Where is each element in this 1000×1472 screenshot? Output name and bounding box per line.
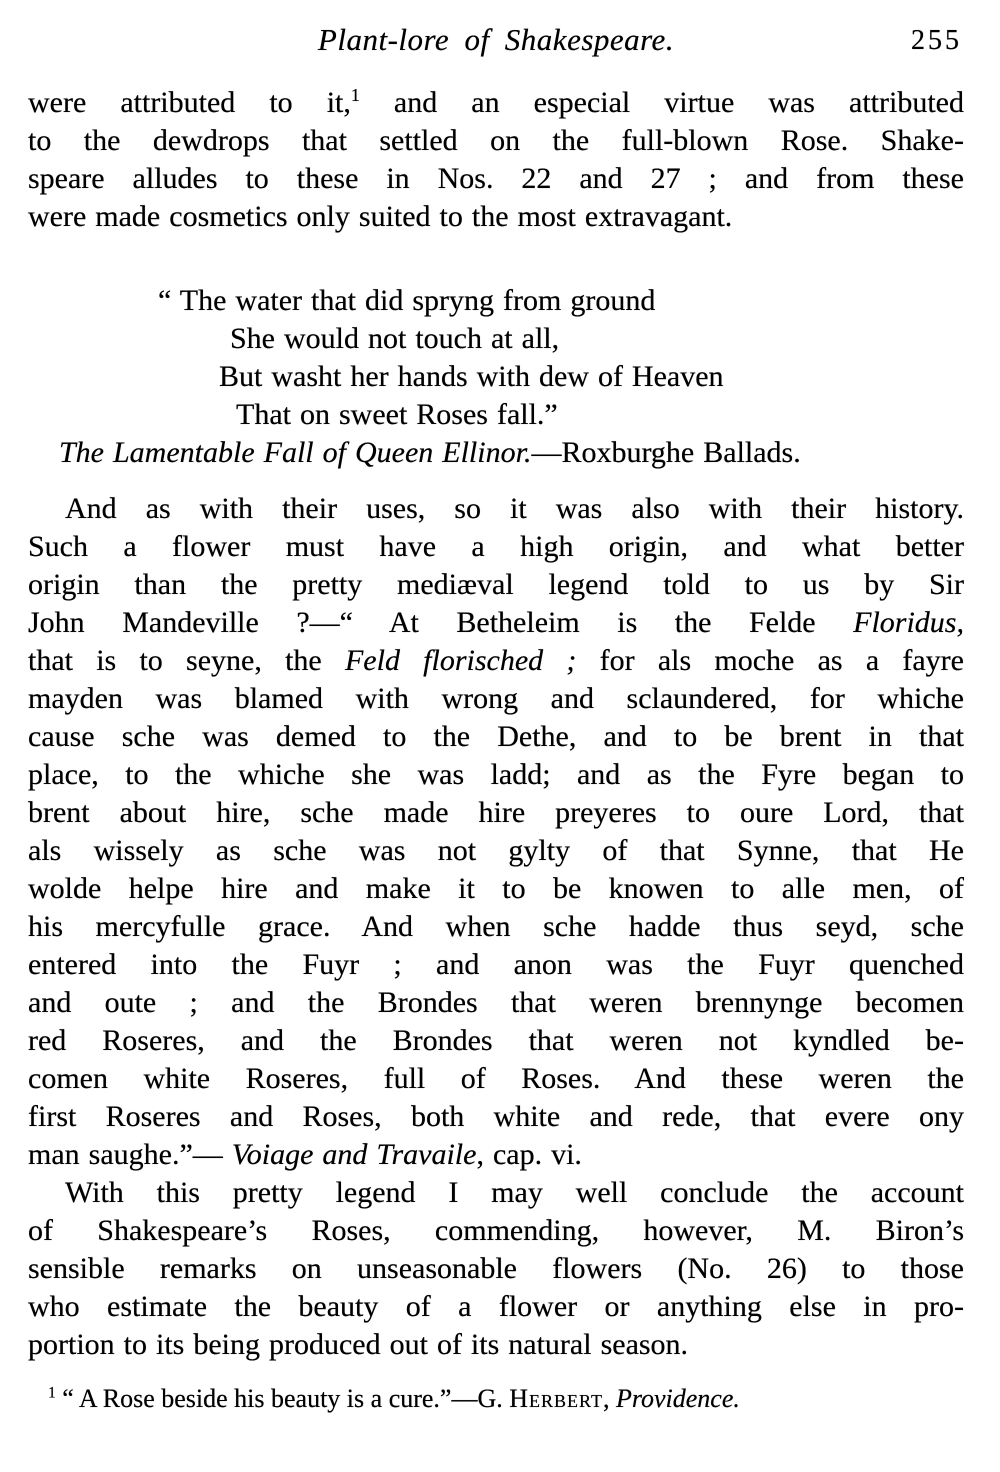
italic-text: Floridus, [853,606,964,639]
footnote: $^1$ “ A Rose beside his beauty is a cure.”—G. Herbert, Providence. [48,1384,740,1413]
paragraph [28,84,964,236]
text-line: mayden was blamed with wrong and sclaundered, for whiche [28,682,964,715]
text-line: John Mandeville ?—“ At Betheleim is the Felde Floridus, [28,606,964,639]
text-line: cause sche was demed to the Dethe, and to be brent in that [28,720,964,753]
verse-line: “ The water that did spryng from ground [158,284,656,317]
footnote-marker: 1 [48,1384,56,1402]
paragraph [28,1174,964,1364]
running-head [28,22,964,66]
text-line: And as with their uses, so it was also with their history. [65,492,964,525]
text-line: Such a flower must have a high origin, and what better [28,530,964,563]
text-line: first Roseres and Roses, both white and rede, that evere ony [28,1100,964,1133]
italic-text: Voiage and Travaile [231,1138,477,1171]
smallcaps-name: Herbert [509,1384,603,1413]
page-text [28,84,964,1364]
text-line: of Shakespeare’s Roses, commending, however, M. Biron’s [28,1214,964,1247]
text-line: place, to the whiche she was ladd; and as the Fyre began to [28,758,964,791]
text-line: who estimate the beauty of a flower or anything else in pro- [28,1290,964,1323]
text-line: portion to its being produced out of its natural season. [28,1328,689,1361]
paragraph [28,490,964,1174]
text-line: were attributed to it,$^1$ and an especial virtue was attributed [28,85,964,119]
text-line: als wissely as sche was not gylty of that Synne, that He [28,834,964,867]
text-line: were made cosmetics only suited to the most extravagant. [28,200,733,233]
footnote-marker: 1 [350,85,360,105]
running-head-title: Plant-lore of Shakespeare. [317,22,675,57]
text-line: comen white Roseres, full of Roses. And these weren the [28,1062,964,1095]
text-line: that is to seyne, the Feld florisched ; for als moche as a fayre [28,644,964,677]
text-line: brent about hire, sche made hire preyeres to oure Lord, that [28,796,964,829]
text-line: to the dewdrops that settled on the full-blown Rose. Shake- [28,124,964,157]
italic-text: Feld florisched ; [344,644,577,677]
verse-line: That on sweet Roses fall.” [236,398,558,431]
page-number: 255 [911,25,962,56]
text-line: and oute ; and the Brondes that weren brennynge becomen [28,986,964,1019]
text-line: sensible remarks on unseasonable flowers (No. 26) to those [28,1252,964,1285]
text-line: wolde helpe hire and make it to be knowen to alle men, of [28,872,964,905]
text-line: his mercyfulle grace. And when sche hadde thus seyd, sche [28,910,964,943]
verse-quote [28,282,964,472]
text-line: man saughe.”— Voiage and Travaile, cap. vi. [28,1138,582,1171]
text-line: red Roseres, and the Brondes that weren not kyndled be- [28,1024,964,1057]
text-line: entered into the Fuyr ; and anon was the Fuyr quenched [28,948,964,981]
text-line: origin than the pretty mediæval legend told to us by Sir [28,568,964,601]
verse-citation: The Lamentable Fall of Queen Ellinor.—Roxburghe Ballads. [59,436,801,469]
verse-line: She would not touch at all, [230,322,560,355]
verse-line: But washt her hands with dew of Heaven [219,360,724,393]
text-line: With this pretty legend I may well conclude the account [65,1176,964,1209]
text-line: speare alludes to these in Nos. 22 and 27 ; and from these [28,162,964,195]
italic-text: Providence. [615,1384,740,1413]
italic-text: The Lamentable Fall of Queen Ellinor. [59,436,532,469]
